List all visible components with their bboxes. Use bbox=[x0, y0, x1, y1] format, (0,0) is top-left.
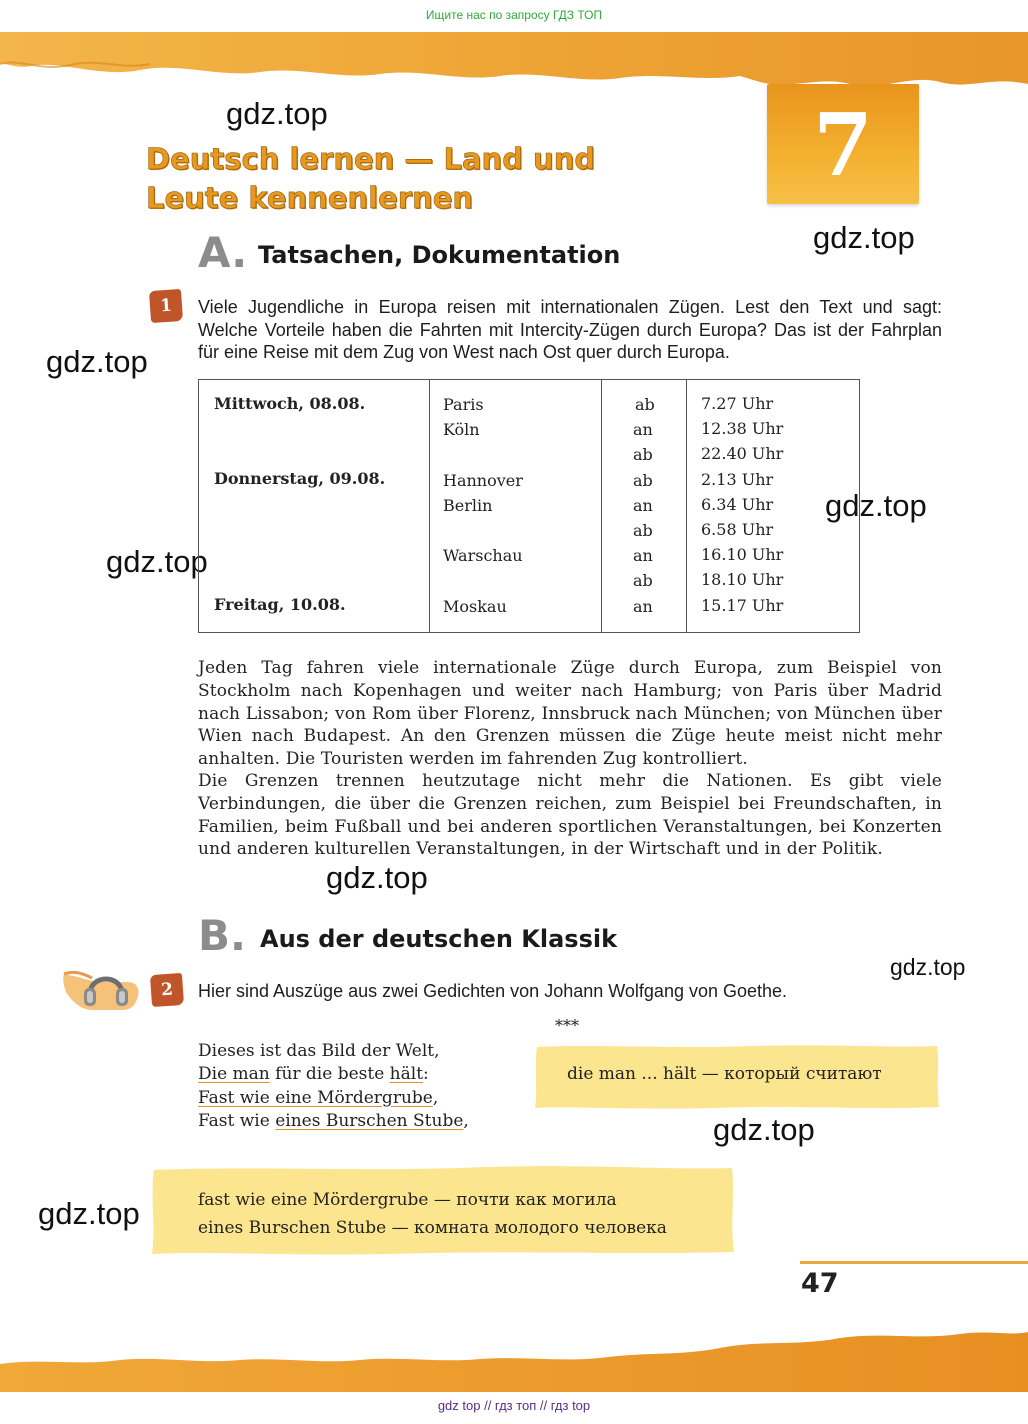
schedule-direction: an bbox=[633, 597, 653, 616]
watermark: gdz.top bbox=[713, 1112, 815, 1147]
poem-line: Dieses ist das Bild der Welt, bbox=[198, 1041, 440, 1061]
underlined-phrase: hält bbox=[389, 1064, 424, 1085]
schedule-day: Freitag, 10.08. bbox=[214, 595, 346, 614]
schedule-city: Berlin bbox=[443, 496, 493, 515]
watermark: gdz.top bbox=[38, 1196, 140, 1231]
schedule-city: Paris bbox=[443, 395, 484, 414]
schedule-direction: ab bbox=[633, 445, 653, 464]
schedule-time: 7.27 Uhr bbox=[701, 394, 774, 413]
schedule-direction: ab bbox=[633, 521, 653, 540]
schedule-city: Köln bbox=[443, 420, 480, 439]
vocabulary-note bbox=[198, 1186, 667, 1242]
underlined-phrase: Die man bbox=[198, 1064, 270, 1085]
section-a-letter: A. bbox=[198, 228, 248, 277]
watermark: gdz.top bbox=[226, 96, 328, 131]
schedule-time: 15.17 Uhr bbox=[701, 596, 784, 615]
poem-line: Fast wie eine Mördergrube, bbox=[198, 1087, 439, 1108]
poem-line: Die man für die beste hält: bbox=[198, 1064, 429, 1085]
watermark: gdz.top bbox=[813, 220, 915, 255]
text-paragraph: Die Grenzen trennen heutzutage nicht mehr die Nationen. Es gibt viele Verbindungen, die über die Grenzen reichen, zum Beispiel bei Freundschaften, in Familien, beim Fußball und bei anderen sportlichen Veranstaltungen, bei Konzerten und anderen kulturellen Veranstaltungen, in der Wirtschaft und in der Politik. bbox=[198, 771, 942, 860]
schedule-time: 6.58 Uhr bbox=[701, 520, 774, 539]
page-number: 47 bbox=[801, 1268, 839, 1299]
section-b-letter: B. bbox=[198, 911, 246, 960]
page-number-rule bbox=[800, 1261, 1028, 1264]
schedule-day: Mittwoch, 08.08. bbox=[214, 394, 366, 413]
chapter-number-box bbox=[767, 84, 919, 204]
task-number-badge: 1 bbox=[149, 289, 183, 323]
schedule-city: Hannover bbox=[443, 471, 523, 490]
schedule-days-column bbox=[199, 380, 430, 632]
schedule-time: 16.10 Uhr bbox=[701, 545, 784, 564]
headphones-icon bbox=[62, 956, 142, 1014]
schedule-time: 18.10 Uhr bbox=[701, 570, 784, 589]
schedule-time: 12.38 Uhr bbox=[701, 419, 784, 438]
top-note: Ищите нас по запросу ГДЗ ТОП bbox=[425, 8, 603, 22]
watermark: gdz.top bbox=[825, 488, 927, 523]
chapter-number: 7 bbox=[813, 95, 873, 196]
schedule-direction: ab bbox=[635, 395, 655, 414]
schedule-direction-column bbox=[601, 380, 687, 632]
schedule-cities-column bbox=[429, 380, 602, 632]
schedule-time: 6.34 Uhr bbox=[701, 495, 774, 514]
schedule-table bbox=[198, 379, 860, 633]
poem-stars: *** bbox=[555, 1016, 579, 1035]
watermark: gdz.top bbox=[326, 860, 428, 895]
schedule-direction: ab bbox=[633, 471, 653, 490]
schedule-time-column bbox=[686, 380, 859, 632]
vocabulary-note-line: fast wie eine Mördergrube — почти как могила bbox=[198, 1190, 617, 1210]
task-number-badge: 2 bbox=[150, 973, 184, 1007]
watermark: gdz.top bbox=[106, 544, 208, 579]
schedule-direction: an bbox=[633, 546, 653, 565]
chapter-title-line1: Deutsch lernen — Land und bbox=[146, 142, 596, 176]
schedule-city: Warschau bbox=[443, 546, 523, 565]
poem bbox=[198, 1040, 469, 1133]
underlined-phrase: Fast wie eine Mördergrube bbox=[198, 1087, 433, 1108]
footer-banner bbox=[0, 1330, 1028, 1392]
text-paragraph: Jeden Tag fahren viele internationale Züge durch Europa, zum Beispiel von Stockholm nach Kopenhagen und weiter nach Hamburg; von Paris über Madrid nach Lissabon; von Rom über Florenz, Innsbruck nach München; von München über Wien nach Budapest. An den Grenzen müssen die Züge heute meist nicht mehr anhalten. Die Touristen werden im fahrenden Zug kontrolliert. bbox=[198, 658, 942, 770]
schedule-time: 2.13 Uhr bbox=[701, 470, 774, 489]
watermark: gdz.top bbox=[46, 344, 148, 379]
schedule-day: Donnerstag, 09.08. bbox=[214, 469, 386, 488]
bottom-note: gdz top // гдз топ // гдз top bbox=[437, 1398, 591, 1413]
section-a-title: Tatsachen, Dokumentation bbox=[258, 241, 621, 269]
chapter-title bbox=[146, 140, 595, 218]
schedule-direction: an bbox=[633, 496, 653, 515]
underlined-phrase: eines Burschen Stube bbox=[275, 1110, 464, 1131]
watermark: gdz.top bbox=[890, 954, 966, 980]
schedule-direction: ab bbox=[633, 571, 653, 590]
task2-text: Hier sind Auszüge aus zwei Gedichten von Johann Wolfgang von Goethe. bbox=[198, 981, 788, 1001]
vocabulary-note: die man ... hält — который считают bbox=[567, 1064, 882, 1084]
chapter-title-line2: Leute kennenlernen bbox=[146, 181, 474, 215]
section-b-title: Aus der deutschen Klassik bbox=[260, 925, 618, 953]
poem-line: Fast wie eines Burschen Stube, bbox=[198, 1110, 469, 1131]
task1-text: Viele Jugendliche in Europa reisen mit internationalen Zügen. Lest den Text und sagt: Welche Vorteile haben die Fahrten mit Intercity-Zügen durch Europa? Das ist der Fahrplan für eine Reise mit dem Zug von West nach Ost quer durch Europa. bbox=[198, 297, 942, 362]
schedule-city: Moskau bbox=[443, 597, 507, 616]
schedule-time: 22.40 Uhr bbox=[701, 444, 784, 463]
vocabulary-note-line: eines Burschen Stube — комната молодого человека bbox=[198, 1218, 667, 1238]
schedule-direction: an bbox=[633, 420, 653, 439]
